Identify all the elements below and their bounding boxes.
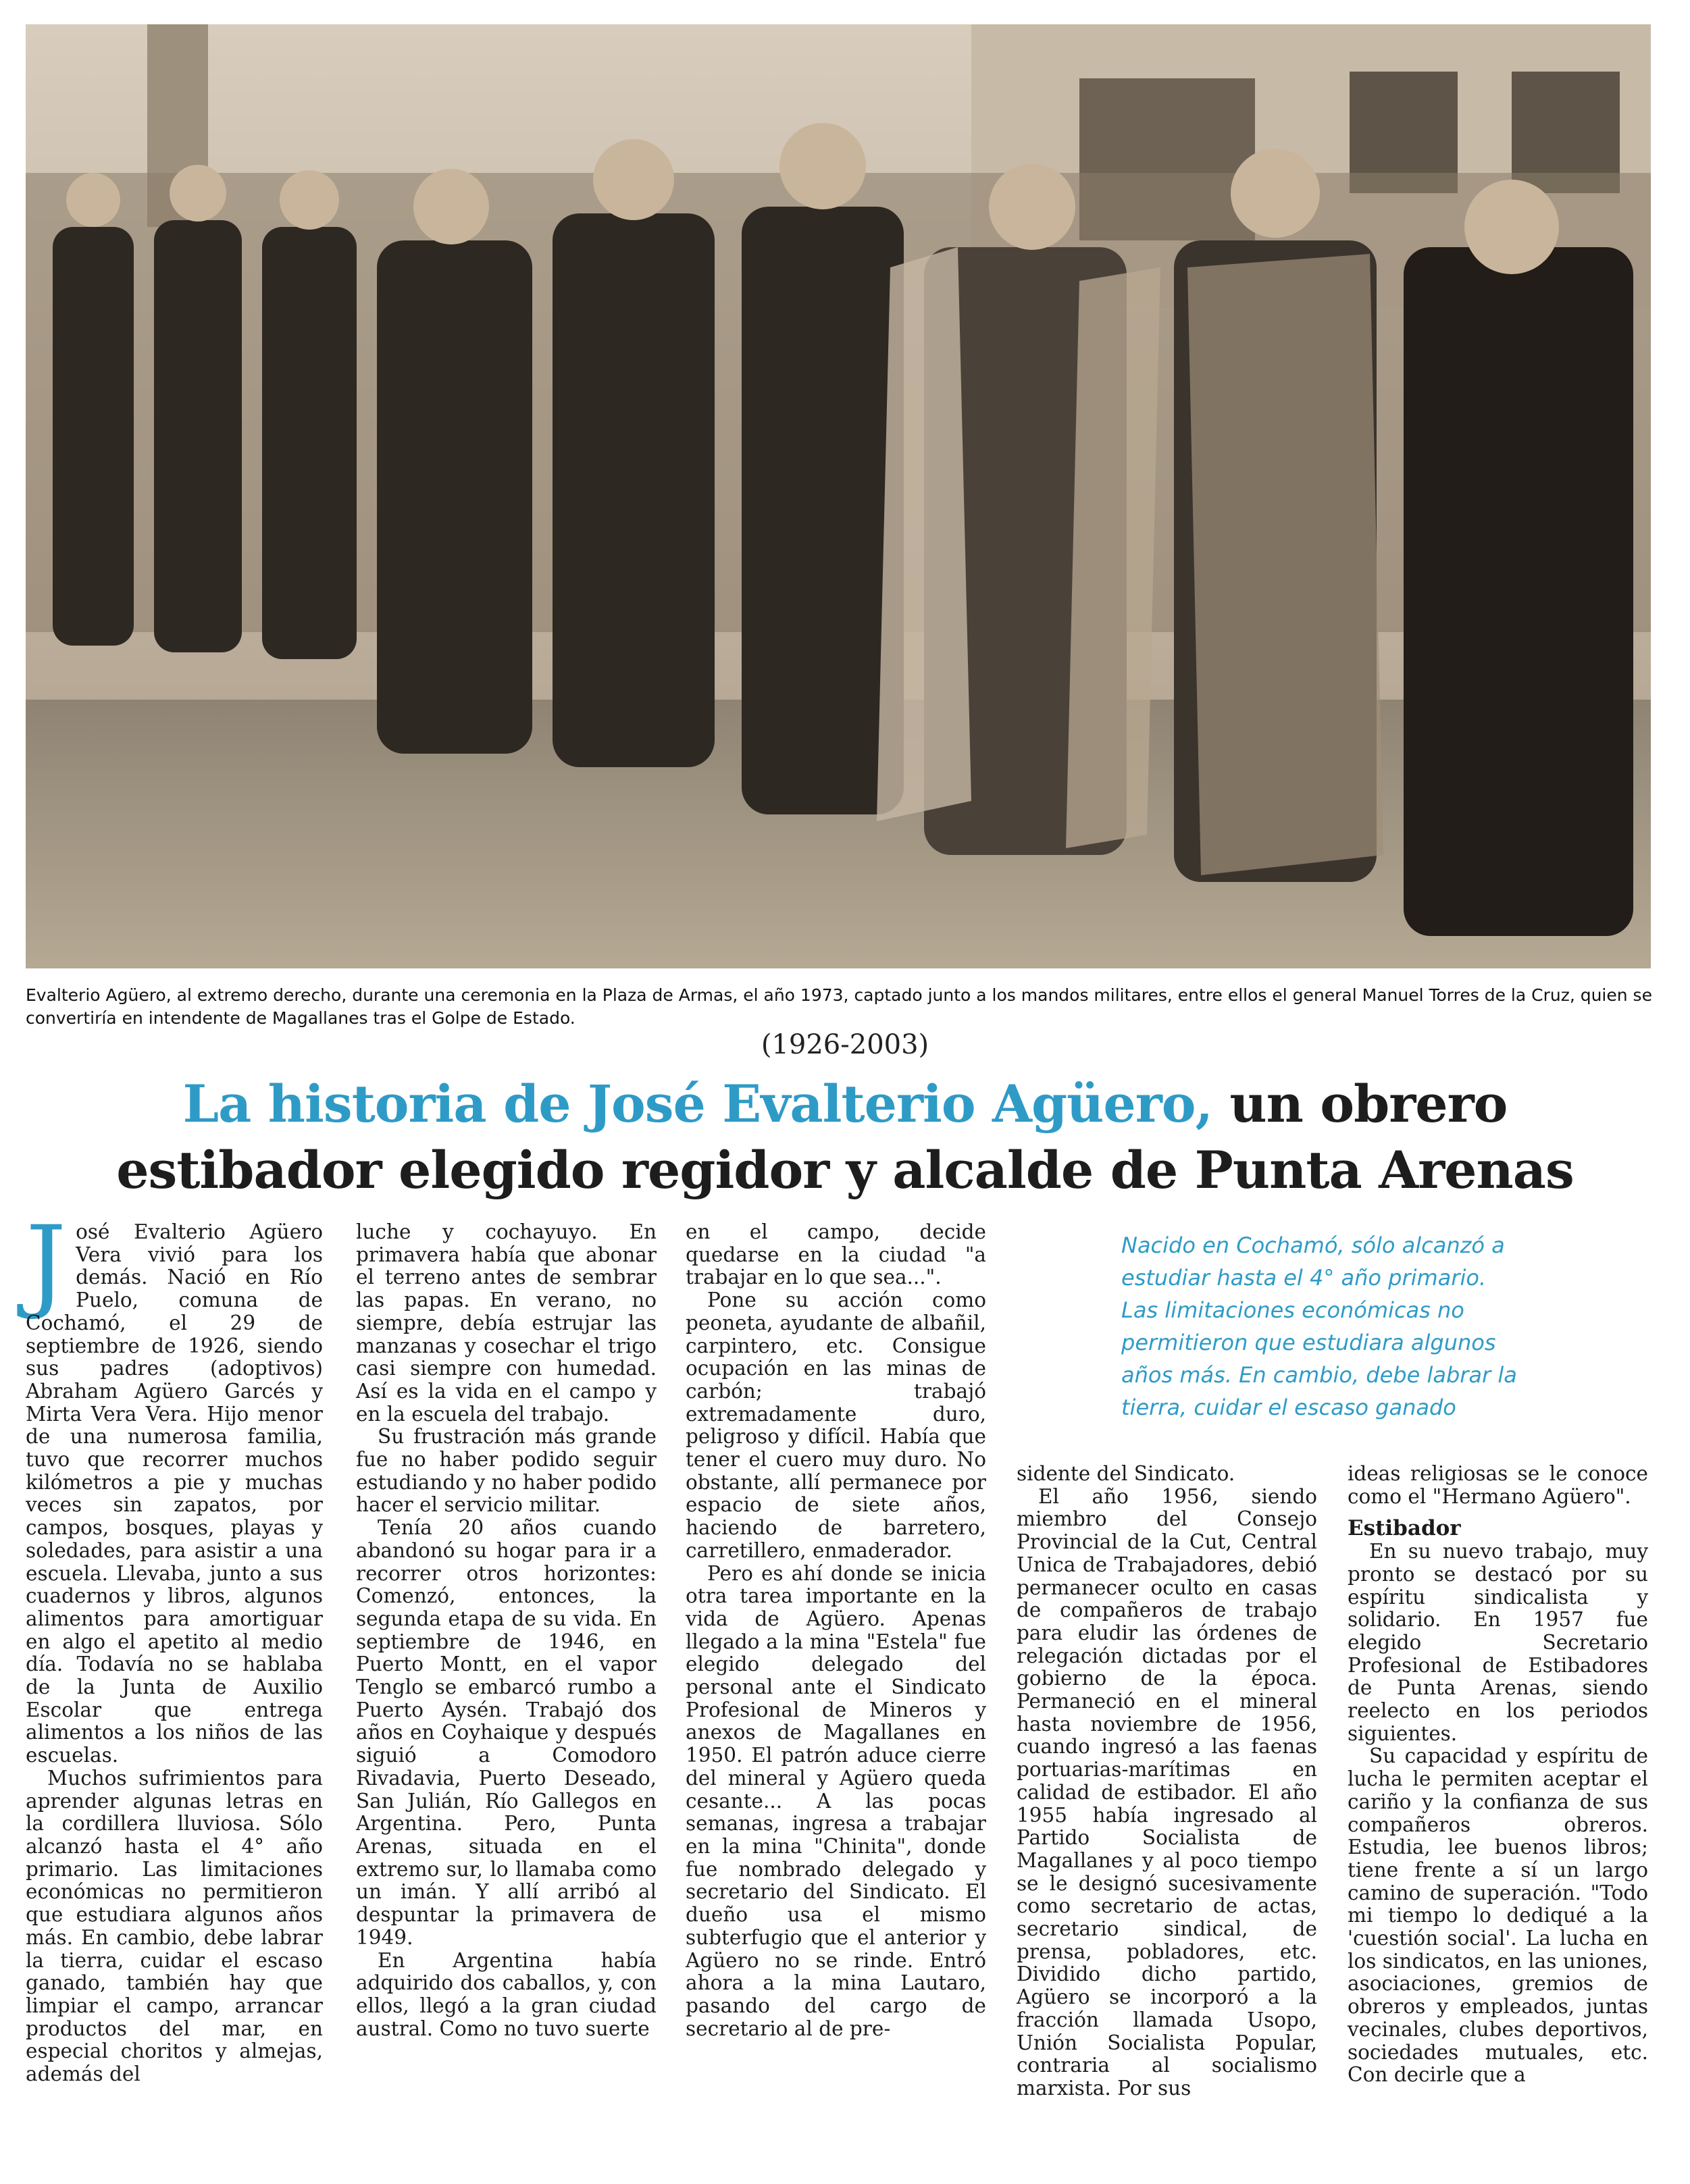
paragraph-text: osé Evalterio Agüero Vera vivió para los demás. Nació en Río Puelo, comuna de Cochamó, el 29 de septiembre de 1926, siendo sus padres (adoptivos) Abraham Agüero Garcés y Mirta Vera Vera. Hijo menor de una numerosa familia, tuvo que recorrer muchos kilómetros a pie y muchas veces sin zapatos, por campos, bosques, playas y soledades, para asistir a una escuela. Llevaba, junto a sus cuadernos y libros, algunos alimentos para amortiguar en algo el apetito al medio día. Todavía no se hablaba de la Junta de Auxilio Escolar que entrega alimentos a los niños de las escuelas. [26, 1220, 323, 1767]
drop-cap: J [26, 1205, 67, 1322]
ceremony-photo-icon [26, 24, 1651, 968]
article-column-5 [1348, 1463, 1648, 2087]
paragraph [26, 1205, 323, 1767]
paragraph: luche y cochayuyo. En primavera había que abonar el terreno antes de sembrar las papas. En verano, no siempre, debía estrujar las manzanas y cosechar el trigo casi siempre con humedad. Así es la vida en el campo y en la escuela del trabajo. [356, 1220, 657, 1426]
article-column-4 [1017, 1463, 1317, 2100]
paragraph: ideas religiosas se le conoce como el "Hermano Agüero". [1348, 1462, 1648, 1508]
headline [68, 1071, 1622, 1203]
paragraph: en el campo, decide quedarse en la ciudad "a trabajar en lo que sea...". [686, 1220, 986, 1289]
article-column-1 [26, 1205, 323, 2086]
paragraph: Su capacidad y espíritu de lucha le permiten aceptar el cariño y la confianza de sus compañeros obreros. Estudia, lee buenos libros; tiene frente a sí un largo camino de superación. "Todo mi tiempo lo dediqué a la 'cuestión social'. La lucha en los sindicatos, en las uniones, asociaciones, gremios de obreros y empleados, juntas vecinales, clubes deportivos, sociedades mutuales, etc. Con decirle que a [1348, 1744, 1648, 2087]
headline-highlight: La historia de José Evalterio Agüero, [182, 1074, 1212, 1134]
headline-rest: un obrero [1212, 1074, 1508, 1134]
lifespan-dates: (1926-2003) [761, 1029, 929, 1060]
ceremony-photo [26, 24, 1651, 968]
photo-caption: Evalterio Agüero, al extremo derecho, durante una ceremonia en la Plaza de Armas, el año 1973, captado junto a los mandos militares, entre ellos el general Manuel Torres de la Cruz, quien se convertiría en intendente de Magallanes tras el Golpe de Estado. [26, 985, 1652, 1028]
pull-quote: Nacido en Cochamó, sólo alcanzó a estudiar hasta el 4° año primario. Las limitaciones económicas no permitieron que estudiara algunos años más. En cambio, debe labrar la tierra, cuidar el escaso ganado [1121, 1232, 1517, 1420]
section-subhead: Estibador [1348, 1516, 1461, 1541]
paragraph: sidente del Sindicato. [1017, 1462, 1235, 1485]
paragraph: Pone su acción como peoneta, ayudante de albañil, carpintero, etc. Consigue ocupación en las minas de carbón; trabajó extremadamente duro, peligroso y difícil. Había que tener el cuero muy duro. No obstante, allí permanece por espacio de siete años, haciendo de barretero, carretillero, enmaderador. [686, 1289, 986, 1562]
paragraph: Tenía 20 años cuando abandonó su hogar para ir a recorrer otros horizontes: Comenzó, entonces, la segunda etapa de su vida. En septiembre de 1946, en Puerto Montt, en el vapor Tenglo se embarcó rumbo a Puerto Aysén. Trabajó dos años en Coyhaique y después siguió a Comodoro Rivadavia, Puerto Deseado, San Julián, Río Gallegos en Argentina. Pero, Punta Arenas, situada en el extremo sur, lo llamaba como un imán. Y allí arribó al despuntar la primavera de 1949. [356, 1516, 657, 1949]
paragraph: El año 1956, siendo miembro del Consejo Provincial de la Cut, Central Unica de Trabajadores, debió permanecer oculto en casas de compañeros de trabajo para eludir las órdenes de relegación dictadas por el gobierno de la época. Permaneció en el mineral hasta noviembre de 1956, cuando ingresó a las faenas portuarias-marítimas en calidad de estibador. El año 1955 había ingresado al Partido Socialista de Magallanes y al poco tiempo se le designó sucesivamente como secretario de actas, secretario sindical, de prensa, pobladores, etc. Dividido dicho partido, Agüero se incorporó a la fracción llamada Usopo, Unión Socialista Popular, contraria al socialismo marxista. Por sus [1017, 1484, 1317, 2100]
paragraph: Muchos sufrimientos para aprender algunas letras en la cordillera lluviosa. Sólo alcanzó hasta el 4° año primario. Las limitaciones económicas no permitieron que estudiara algunos años más. En cambio, debe labrar la tierra, cuidar el escaso ganado, también hay que limpiar el campo, arrancar productos del mar, en especial choritos y almejas, además del [26, 1766, 323, 2086]
paragraph: Pero es ahí donde se inicia otra tarea importante en la vida de Agüero. Apenas llegado a la mina "Estela" fue elegido delegado del personal ante el Sindicato Profesional de Mineros y anexos de Magallanes en 1950. El patrón aduce cierre del mineral y Agüero queda cesante... A las pocas semanas, ingresa a trabajar en la mina "Chinita", donde fue nombrado delegado y secretario del Sindicato. El dueño usa el mismo subterfugio que el anterior y Agüero no se rinde. Entró ahora a la mina Lautaro, pasando del cargo de secretario al de pre- [686, 1561, 986, 2040]
paragraph: Su frustración más grande fue no haber podido seguir estudiando y no haber podido hacer el servicio militar. [356, 1425, 657, 1517]
article-column-2 [356, 1221, 657, 2040]
article-column-3 [686, 1221, 986, 2040]
headline-line2: estibador elegido regidor y alcalde de Punta Arenas [116, 1140, 1574, 1200]
paragraph: En su nuevo trabajo, muy pronto se destacó por su espíritu sindicalista y solidario. En 1957 fue elegido Secretario Profesional de Estibadores de Punta Arenas, siendo reelecto en los periodos siguientes. [1348, 1540, 1648, 1745]
paragraph: En Argentina había adquirido dos caballos, y, con ellos, llegó a la gran ciudad austral. Como no tuvo suerte [356, 1948, 657, 2040]
